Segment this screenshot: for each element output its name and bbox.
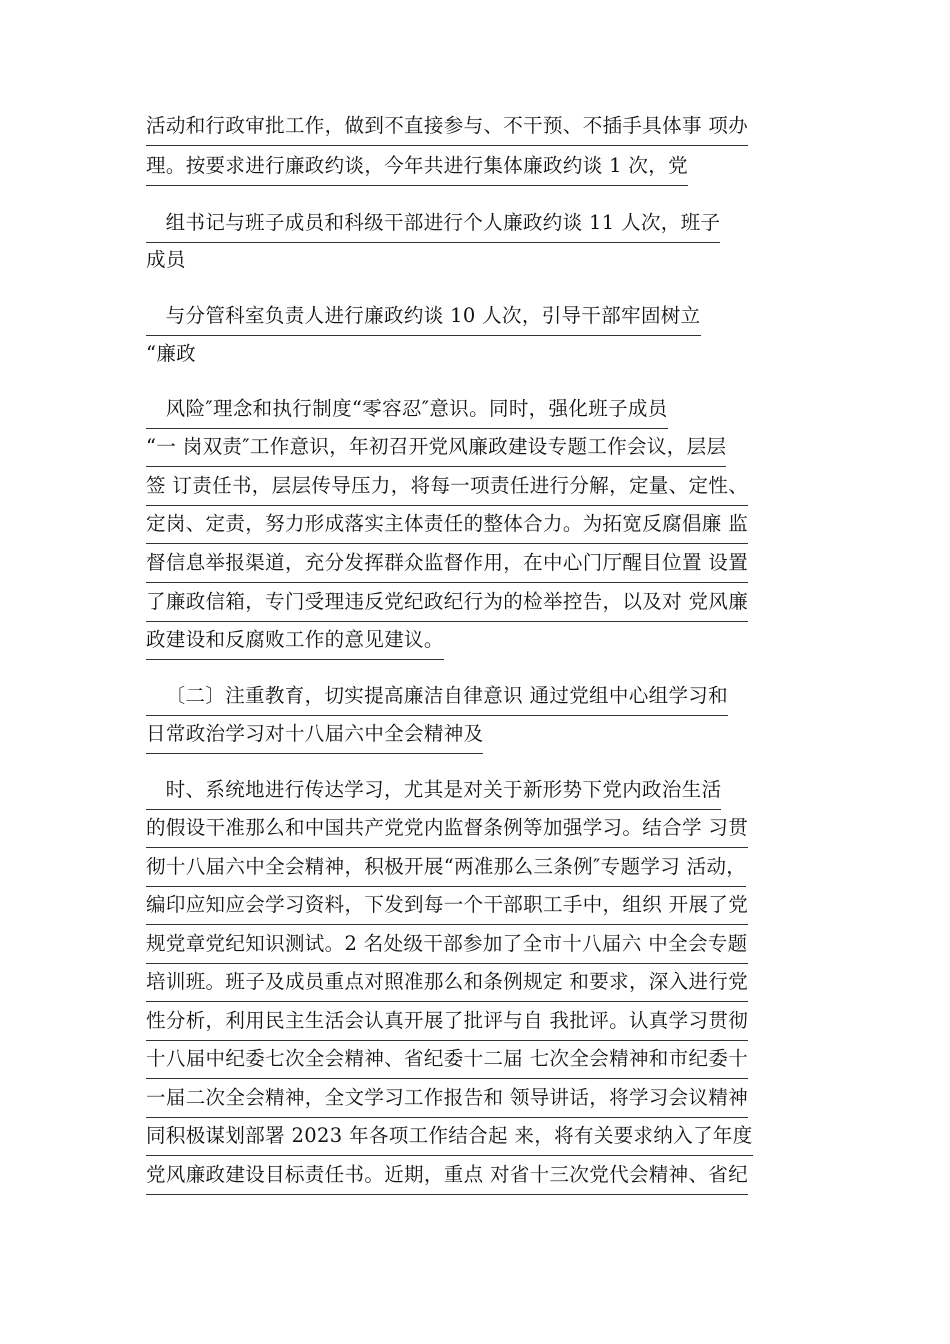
text-line: 编印应知应会学习资料，下发到每一个干部职工手中，组织 开展了党 (146, 892, 748, 925)
text-line: 风险″理念和执行制度“零容忍″意识。同时，强化班子成员 (146, 396, 668, 429)
text-line: 时、系统地进行传达学习，尤其是对关于新形势下党内政治生活 (146, 777, 721, 810)
text-line: 日常政治学习对十八届六中全会精神及 (146, 721, 483, 754)
text-line: 政建设和反腐败工作的意见建议。 (146, 627, 444, 660)
text-line: 督信息举报渠道，充分发挥群众监督作用，在中心门厅醒目位置 设置 (146, 550, 748, 583)
text-line: 成员 (146, 248, 186, 271)
text-line: 彻十八届六中全会精神，积极开展“两准那么三条例″专题学习 活动， (146, 854, 746, 887)
text-line: 同积极谋划部署 2023 年各项工作结合起 来，将有关要求纳入了年度 (146, 1123, 753, 1156)
text-line: 培训班。班子及成员重点对照准那么和条例规定 和要求，深入进行党 (146, 969, 748, 1002)
text-line: 组书记与班子成员和科级干部进行个人廉政约谈 11 人次，班子 (146, 210, 720, 243)
text-line: 的假设干准那么和中国共产党党内监督条例等加强学习。结合学 习贯 (146, 815, 748, 848)
text-line: 活动和行政审批工作，做到不直接参与、不干预、不插手具体事 项办 (146, 113, 748, 146)
text-line: 一届二次全会精神，全文学习工作报告和 领导讲话，将学习会议精神 (146, 1085, 748, 1118)
text-line: 规党章党纪知识测试。2 名处级干部参加了全市十八届六 中全会专题 (146, 931, 748, 964)
text-line: 签 订责任书，层层传导压力，将每一项责任进行分解，定量、定性、 (146, 473, 748, 506)
text-line: 理。按要求进行廉政约谈，今年共进行集体廉政约谈 1 次，党 (146, 153, 688, 186)
text-line: 与分管科室负责人进行廉政约谈 10 人次，引导干部牢固树立 (146, 303, 701, 336)
section-heading: 〔二〕注重教育，切实提高廉洁自律意识 通过党组中心组学习和 (146, 683, 728, 716)
text-line: 党风廉政建设目标责任书。近期，重点 对省十三次党代会精神、省纪 (146, 1162, 748, 1195)
text-line: 定岗、定责，努力形成落实主体责任的整体合力。为拓宽反腐倡廉 监 (146, 511, 748, 544)
text-line: 性分析，利用民主生活会认真开展了批评与自 我批评。认真学习贯彻 (146, 1008, 748, 1041)
text-line: 了廉政信箱，专门受理违反党纪政纪行为的检举控告，以及对 党风廉 (146, 589, 748, 622)
text-line: “一 岗双责″工作意识，年初召开党风廉政建设专题工作会议，层层 (146, 434, 726, 467)
text-line: 十八届中纪委七次全会精神、省纪委十二届 七次全会精神和市纪委十 (146, 1046, 748, 1079)
text-line: “廉政 (146, 342, 197, 365)
